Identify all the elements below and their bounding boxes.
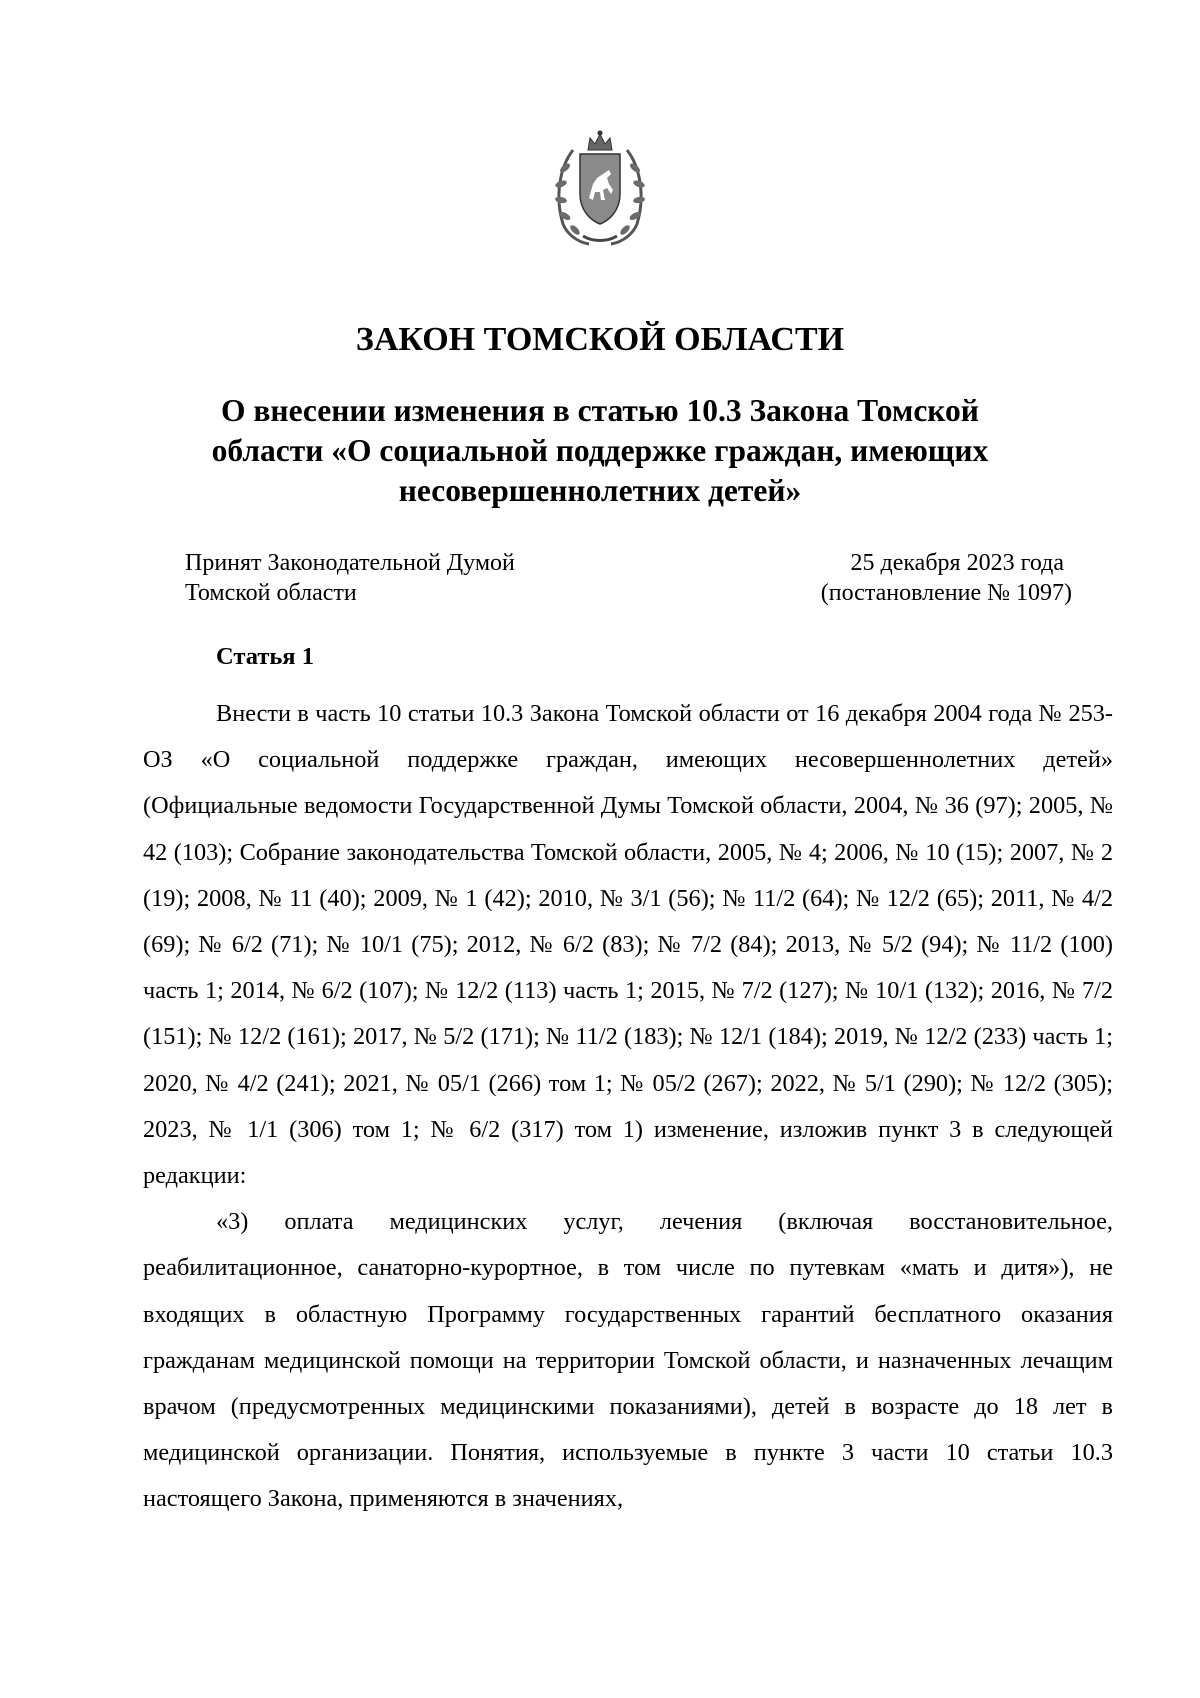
subtitle-line: несовершеннолетних детей» [398,473,802,508]
coat-of-arms-emblem [553,128,647,246]
adoption-date: 25 декабря 2023 года [850,550,1064,576]
article-heading: Статья 1 [216,643,314,670]
adoption-date-block [821,548,1072,608]
subtitle-line: О внесении изменения в статью 10.3 Закона Томской [221,393,979,428]
resolution-number: (постановление № 1097) [820,580,1072,606]
adopted-by-line: Принят Законодательной Думой [185,550,515,576]
adopted-by-block [185,548,515,608]
article-body [143,691,1113,1523]
document-title: ЗАКОН ТОМСКОЙ ОБЛАСТИ [355,321,845,358]
paragraph: Внести в часть 10 статьи 10.3 Закона Томской области от 16 декабря 2004 года № 253-ОЗ «О социальной поддержке граждан, имеющих несовершеннолетних детей» (Официальные ведомости Государственной Думы Томской области, 2004, № 36 (97); 2005, № 42 (103); Собрание законодательства Томской области, 2005, № 4; 2006, № 10 (15); 2007, № 2 (19); 2008, № 11 (40); 2009, № 1 (42); 2010, № 3/1 (56); № 11/2 (64); № 12/2 (65); 2011, № 4/2 (69); № 6/2 (71); № 10/1 (75); 2012, № 6/2 (83); № 7/2 (84); 2013, № 5/2 (94); № 11/2 (100) часть 1; 2014, № 6/2 (107); № 12/2 (113) часть 1; 2015, № 7/2 (127); № 10/1 (132); 2016, № 7/2 (151); № 12/2 (161); 2017, № 5/2 (171); № 11/2 (183); № 12/1 (184); 2019, № 12/2 (233) часть 1; 2020, № 4/2 (241); 2021, № 05/1 (266) том 1; № 05/2 (267); 2022, № 5/1 (290); № 12/2 (305); 2023, № 1/1 (306) том 1; № 6/2 (317) том 1) изменение, изложив пункт 3 в следующей редакции: [143,700,1113,1190]
subtitle-line: области «О социальной поддержке граждан, имеющих [211,433,989,468]
adopted-by-line: Томской области [185,580,357,606]
paragraph: «3) оплата медицинских услуг, лечения (включая восстановительное, реабилитационное, санаторно-курортное, в том числе по путевкам «мать и дитя»), не входящих в областную Программу государственных гарантий бесплатного оказания гражданам медицинской помощи на территории Томской области, и назначенных лечащим врачом (предусмотренных медицинскими показаниями), детей в возрасте до 18 лет в медицинской организации. Понятия, используемые в пункте 3 части 10 статьи 10.3 настоящего Закона, применяются в значениях, [143,1208,1113,1513]
document-subtitle [170,391,1030,511]
